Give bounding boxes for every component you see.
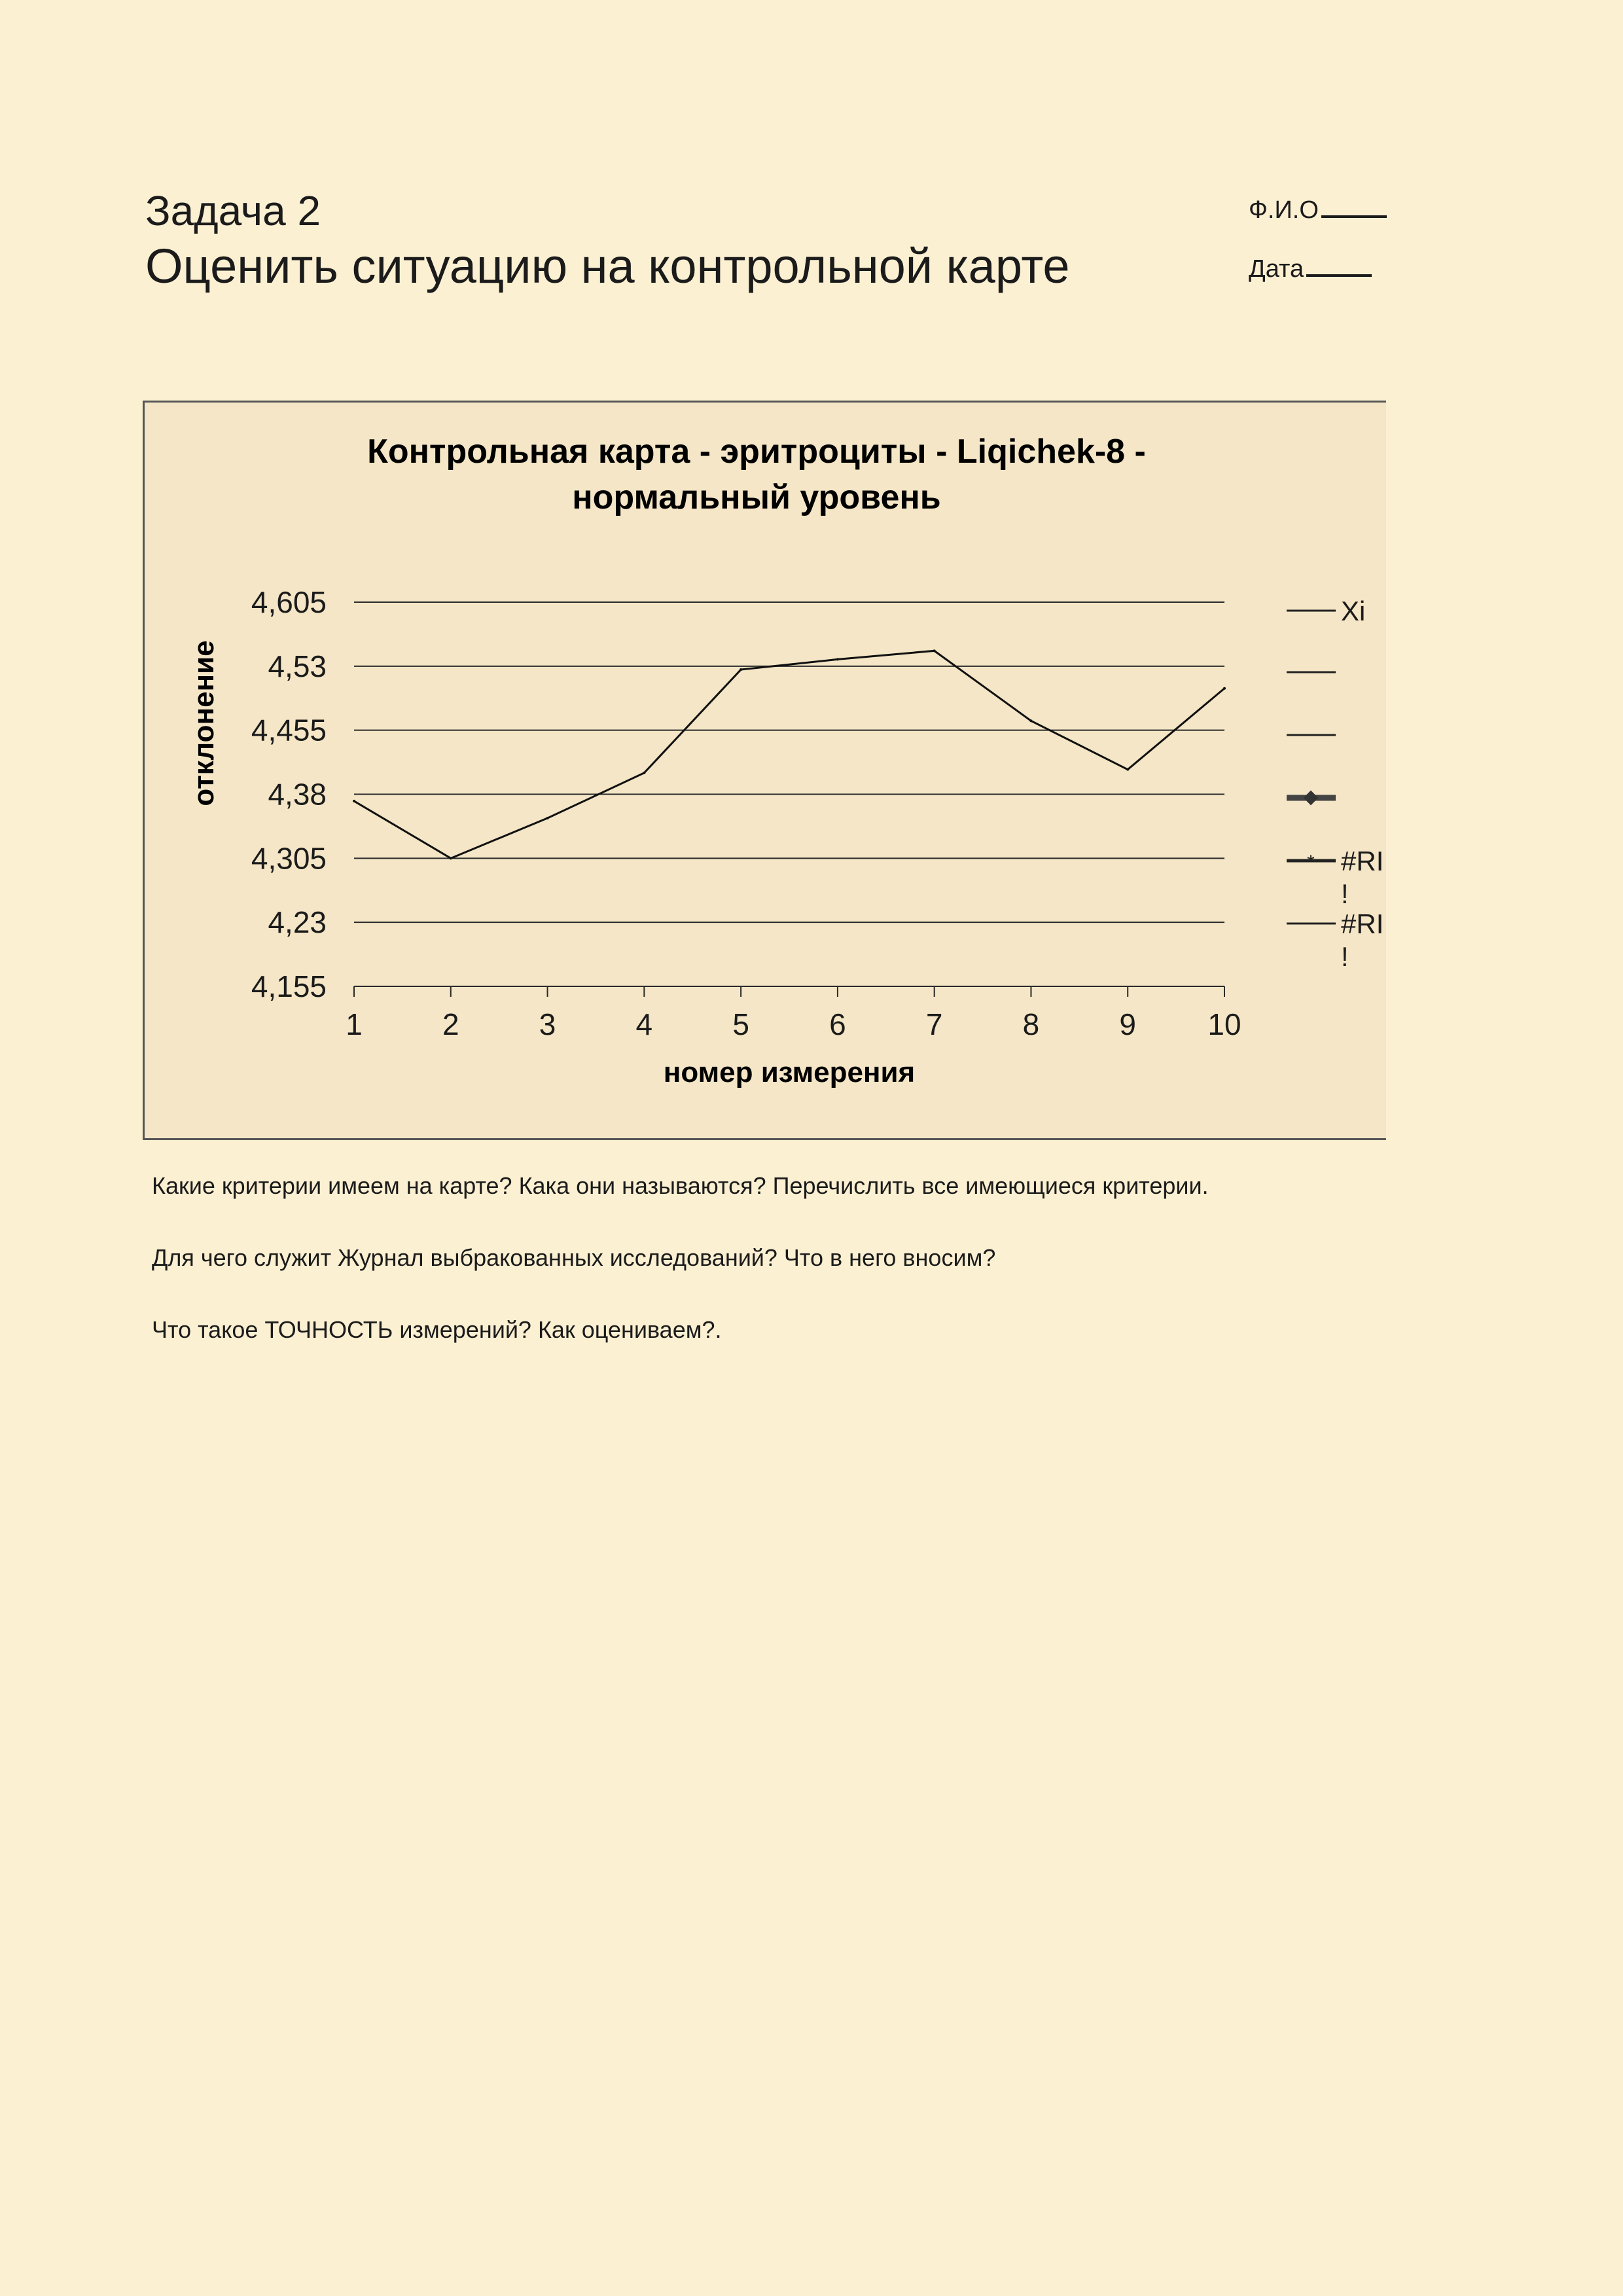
series-line-1: [354, 651, 1224, 858]
data-point: [1223, 687, 1226, 690]
date-blank-line: [1306, 274, 1372, 277]
data-point: [353, 800, 355, 802]
fio-label: Ф.И.О: [1249, 196, 1319, 224]
data-point: [740, 668, 742, 671]
y-tick-label: 4,53: [268, 649, 327, 683]
data-point: [1029, 719, 1032, 722]
date-field: [1249, 255, 1372, 283]
legend-label-5: #RI: [1341, 846, 1384, 876]
chart-svg: [145, 403, 1388, 1142]
chart-title-line1: Контрольная карта - эритроциты - Liqichek-8 -: [367, 433, 1146, 471]
question-2: Для чего служит Журнал выбракованных исследований? Что в него вносим?: [152, 1244, 996, 1271]
date-label: Дата: [1249, 255, 1304, 283]
legend-label-5: !: [1341, 878, 1349, 909]
x-tick-label: 4: [635, 1007, 653, 1041]
x-tick-label: 3: [539, 1007, 556, 1041]
legend-marker-4: [1304, 791, 1319, 806]
y-tick-label: 4,155: [251, 969, 327, 1003]
task-subtitle: Оценить ситуацию на контрольной карте: [145, 239, 1070, 293]
x-tick-label: 9: [1119, 1007, 1137, 1041]
control-chart: [143, 401, 1386, 1140]
x-tick-label: 5: [732, 1007, 749, 1041]
task-title: Задача 2: [145, 187, 321, 234]
y-tick-label: 4,605: [251, 585, 327, 619]
legend-label-1: Xi: [1341, 596, 1366, 626]
x-tick-label: 8: [1022, 1007, 1040, 1041]
fio-blank-line: [1321, 215, 1387, 218]
x-tick-label: 1: [346, 1007, 363, 1041]
data-point: [1126, 768, 1129, 771]
data-point: [836, 658, 839, 660]
question-1: Какие критерии имеем на карте? Кака они называются? Перечислить все имеющиеся критерии.: [152, 1172, 1209, 1199]
data-point: [546, 817, 549, 819]
fio-field: [1249, 196, 1387, 224]
x-tick-label: 6: [829, 1007, 846, 1041]
x-tick-label: 10: [1207, 1007, 1241, 1041]
legend-marker-5: *: [1307, 852, 1315, 873]
data-point: [643, 772, 645, 774]
data-point: [933, 649, 936, 652]
questions-block: [152, 1172, 1209, 1388]
y-tick-label: 4,305: [251, 841, 327, 876]
y-tick-label: 4,455: [251, 713, 327, 747]
x-tick-label: 2: [442, 1007, 459, 1041]
question-3: Что такое ТОЧНОСТЬ измерений? Как оцениваем?.: [152, 1316, 722, 1343]
x-tick-label: 7: [925, 1007, 943, 1041]
data-point: [450, 857, 452, 859]
y-tick-label: 4,38: [268, 777, 327, 812]
y-tick-label: 4,23: [268, 905, 327, 940]
legend-label-6: !: [1341, 941, 1349, 972]
x-axis-label: номер измерения: [663, 1056, 916, 1088]
y-axis-label: отклонение: [188, 640, 220, 806]
chart-title-line2: нормальный уровень: [572, 478, 941, 516]
legend-label-6: #RI: [1341, 908, 1384, 939]
